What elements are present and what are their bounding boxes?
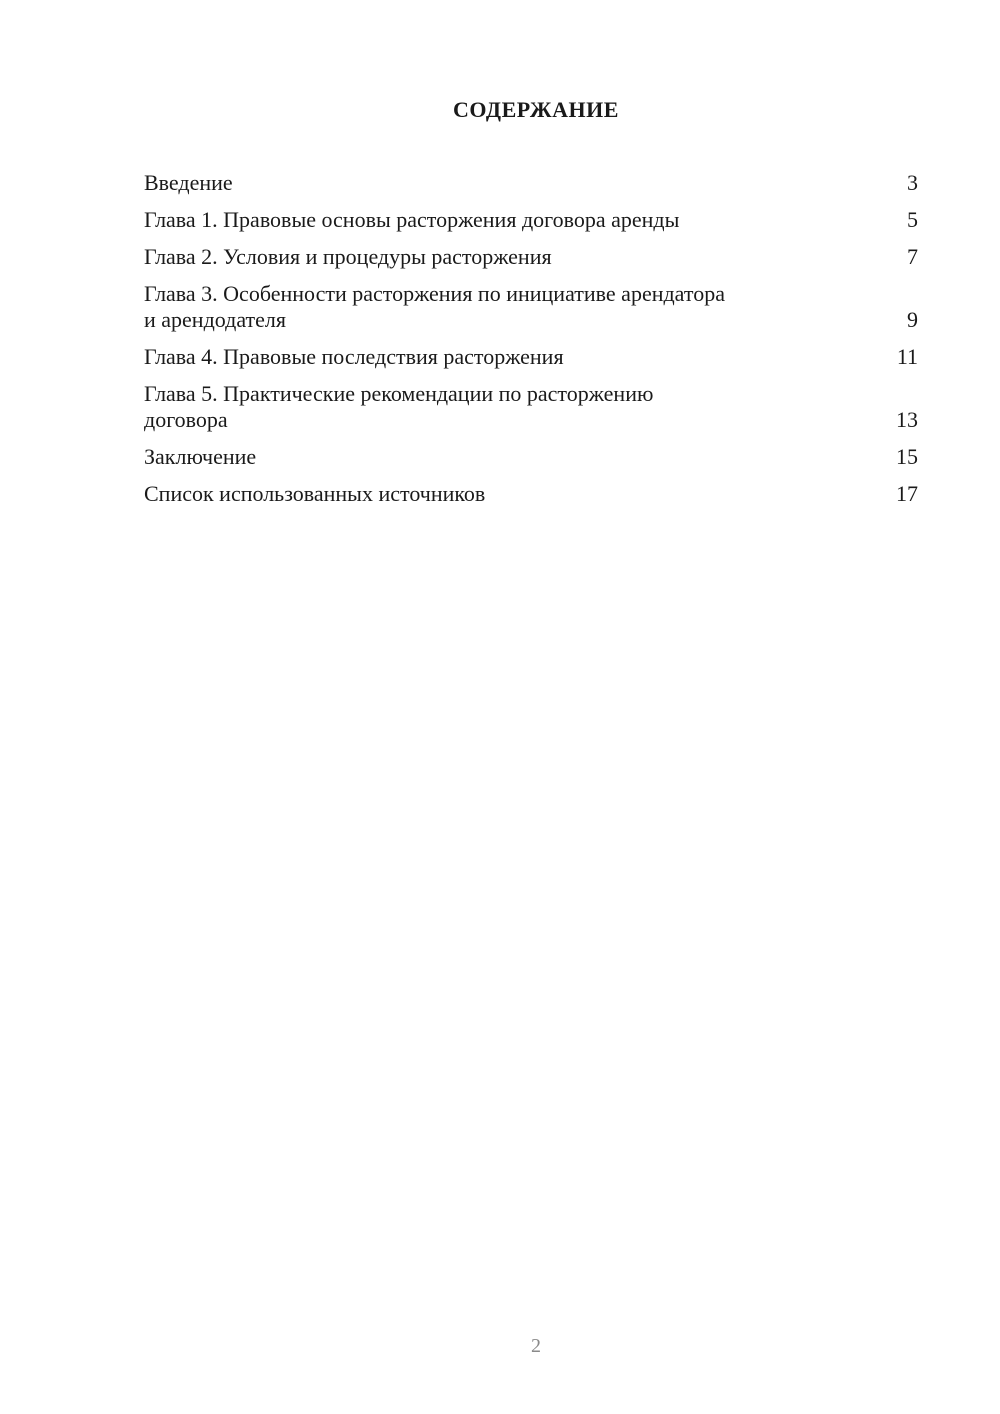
toc-entry-text [144,481,824,507]
toc-entry-text [144,444,824,470]
toc-entry-text [144,381,824,433]
toc-entry-text [144,344,824,370]
toc-entry-line: и арендодателя [144,307,287,332]
toc-entry-page: 5 [907,207,918,232]
toc-entry-page: 13 [896,407,918,432]
toc-entry-line: Список использованных источников [144,481,486,506]
toc-entry-line: Введение [144,170,233,195]
toc-entry-text [144,281,824,333]
toc-entry [144,344,918,370]
toc-title: СОДЕРЖАНИЕ [453,97,619,122]
toc-entry [144,381,918,433]
page-number: 2 [531,1335,541,1357]
toc-list [144,170,918,518]
toc-entry-line: Заключение [144,444,257,469]
toc-entry-line: Глава 3. Особенности расторжения по инициативе арендатора [144,281,725,306]
toc-entry-page: 3 [907,170,918,195]
toc-entry [144,481,918,507]
toc-entry-line: Глава 2. Условия и процедуры расторжения [144,244,552,269]
toc-entry-text [144,244,824,270]
toc-entry [144,170,918,196]
toc-entry-page: 11 [896,344,918,369]
toc-entry [144,244,918,270]
toc-entry-page: 7 [907,244,918,269]
toc-entry-text [144,170,824,196]
toc-entry-page: 9 [907,307,918,332]
toc-entry-line: Глава 5. Практические рекомендации по расторжению [144,381,654,406]
toc-entry-text [144,207,824,233]
toc-entry-line: договора [144,407,228,432]
toc-entry-page: 17 [896,481,918,506]
toc-entry-page: 15 [896,444,918,469]
toc-entry [144,207,918,233]
toc-entry-line: Глава 4. Правовые последствия расторжения [144,344,564,369]
toc-entry [144,444,918,470]
toc-entry-line: Глава 1. Правовые основы расторжения договора аренды [144,207,680,232]
toc-entry [144,281,918,333]
